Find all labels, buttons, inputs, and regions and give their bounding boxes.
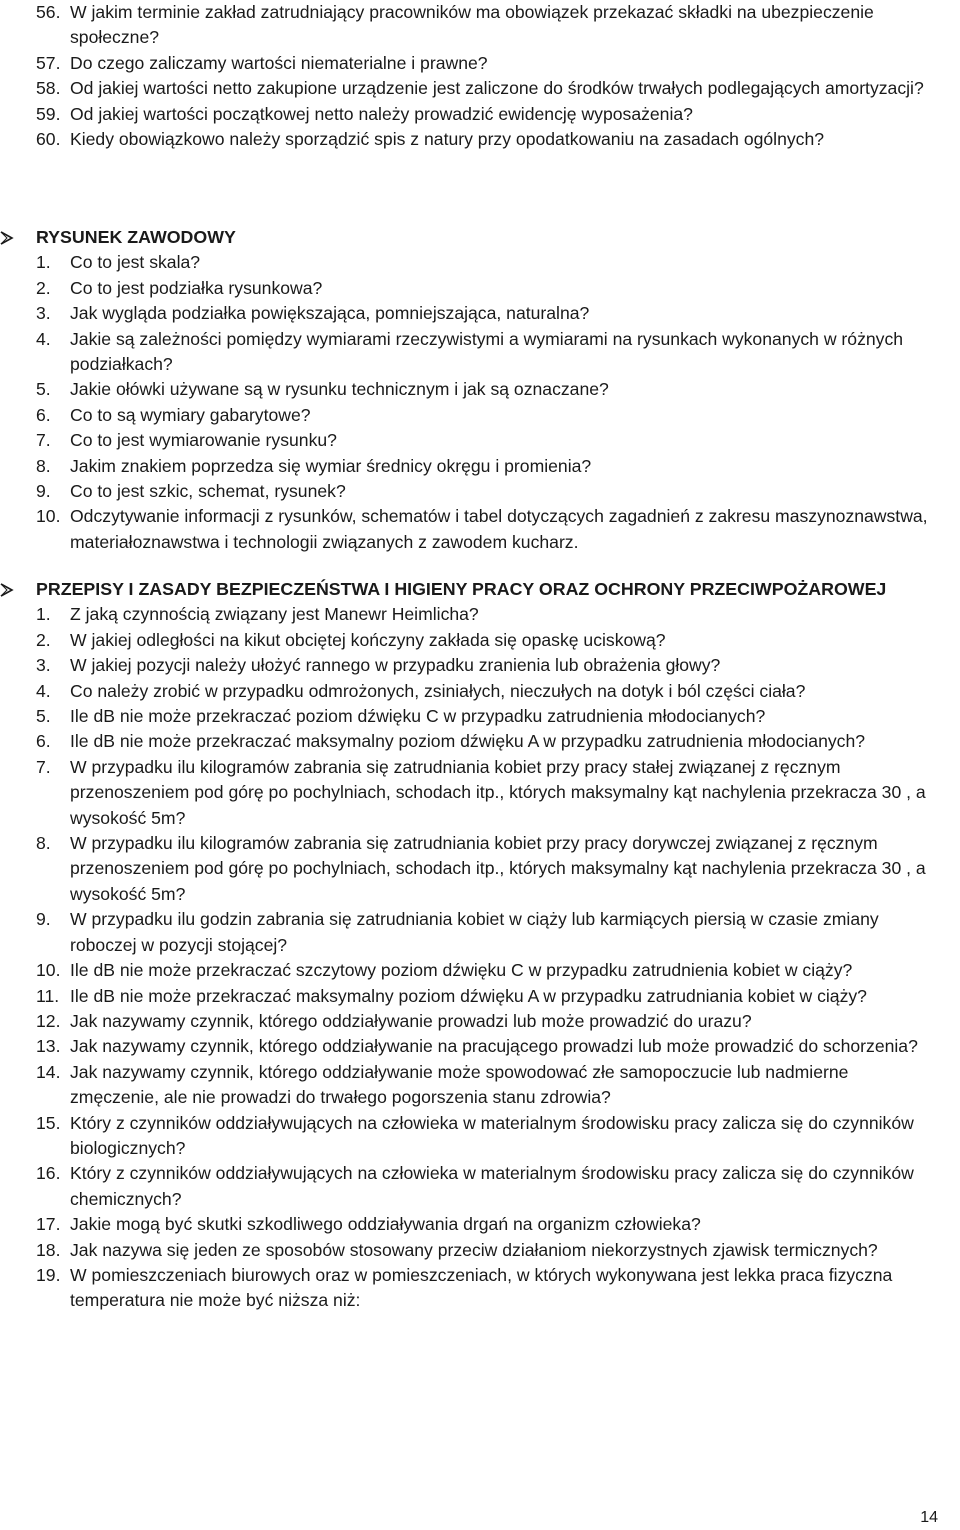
list-item: 57. Do czego zaliczamy wartości niematerialne i prawne?	[36, 52, 488, 73]
list-item: 1. Z jaką czynnością związany jest Manewr Heimlicha?	[36, 604, 479, 625]
section-title: RYSUNEK ZAWODOWY	[36, 227, 236, 247]
section-heading	[0, 577, 936, 602]
list-item: 4. Jakie są zależności pomiędzy wymiarami rzeczywistymi a wymiarami na rysunkach wykonanych w różnych podziałkach?	[36, 328, 904, 375]
list-item: 58. Od jakiej wartości netto zakupione urządzenie jest zaliczone do środków trwałych podlegających amortyzacji?	[36, 78, 924, 99]
list-item: 16. Który z czynników oddziaływujących na człowieka w materialnym środowisku pracy zalicza się do czynników chemicznych?	[36, 1163, 914, 1209]
list-item: 2. W jakiej odległości na kikut obciętej kończyny zakłada się opaskę uciskową?	[36, 629, 666, 650]
list-item: 12. Jak nazywamy czynnik, którego oddziaływanie prowadzi lub może prowadzić do urazu?	[36, 1010, 752, 1031]
section-rysunek-zawodowy	[36, 225, 936, 555]
section-title: PRZEPISY I ZASADY BEZPIECZEŃSTWA I HIGIENY PRACY ORAZ OCHRONY PRZECIWPOŻAROWEJ	[36, 579, 887, 599]
list-item: 19. W pomieszczeniach biurowych oraz w pomieszczeniach, w których wykonywana jest lekka praca fizyczna temperatura nie może być niższa niż:	[36, 1264, 893, 1311]
list-item: 13. Jak nazywamy czynnik, którego oddziaływanie na pracującego prowadzi lub może prowadzić do schorzenia?	[36, 1036, 918, 1057]
list-item: 60. Kiedy obowiązkowo należy sporządzić spis z natury przy opodatkowaniu na zasadach ogólnych?	[36, 129, 825, 150]
list-item: 3. Jak wygląda podziałka powiększająca, pomniejszająca, naturalna?	[36, 303, 590, 324]
list-item: 56. W jakim terminie zakład zatrudniający pracowników ma obowiązek przekazać składki na ubezpieczenie społeczne?	[36, 2, 874, 48]
list-item: 18. Jak nazywa się jeden ze sposobów stosowany przeciw działaniom niekorzystnych zjawisk termicznych?	[36, 1239, 878, 1260]
list-item: 14. Jak nazywamy czynnik, którego oddziaływanie może spowodować złe samopoczucie lub nadmierne zmęczenie, ale nie prowadzi do trwałego pogorszenia stanu zdrowia?	[36, 1061, 849, 1108]
list-item: 6. Co to są wymiary gabarytowe?	[36, 404, 311, 425]
list-item: 8. Jakim znakiem poprzedza się wymiar średnicy okręgu i promienia?	[36, 455, 592, 476]
list-item: 11. Ile dB nie może przekraczać maksymalny poziom dźwięku A w przypadku zatrudniania kobiet w ciąży?	[36, 985, 867, 1006]
list-item: 59. Od jakiej wartości początkowej netto należy prowadzić ewidencję wyposażenia?	[36, 103, 693, 124]
arrowhead-bullet-icon	[0, 225, 36, 250]
list-item: 10. Odczytywanie informacji z rysunków, schematów i tabel dotyczących zagadnień z zakresu maszynoznawstwa, materiałoznawstwa i technologii związanych z zawodem kucharz.	[36, 506, 928, 552]
list-item: 9. Co to jest szkic, schemat, rysunek?	[36, 481, 346, 502]
list-item: 15. Który z czynników oddziaływujących na człowieka w materialnym środowisku pracy zalicza się do czynników biologicznych?	[36, 1112, 914, 1158]
list-item: 2. Co to jest podziałka rysunkowa?	[36, 277, 323, 298]
list-item: 17. Jakie mogą być skutki szkodliwego oddziaływania drgań na organizm człowieka?	[36, 1214, 701, 1235]
list-item: 5. Ile dB nie może przekraczać poziom dźwięku C w przypadku zatrudnienia młodocianych?	[36, 706, 766, 727]
list-item: 3. W jakiej pozycji należy ułożyć rannego w przypadku zranienia lub obrażenia głowy?	[36, 655, 721, 676]
list-item: 5. Jakie ołówki używane są w rysunku technicznym i jak są oznaczane?	[36, 379, 609, 400]
arrowhead-bullet-icon	[0, 577, 36, 602]
list-item: 7. W przypadku ilu kilogramów zabrania się zatrudniania kobiet przy pracy stałej związanej z ręcznym przenoszeniem pod górę po pochylniach, schodach itp., których maksymalny kąt nachylenia przekracza 30 , a wysokość 5m?	[36, 756, 926, 828]
list-item: 7. Co to jest wymiarowanie rysunku?	[36, 430, 337, 451]
section-bhp	[36, 577, 936, 1314]
section-heading	[0, 225, 936, 250]
list-item: 6. Ile dB nie może przekraczać maksymalny poziom dźwięku A w przypadku zatrudnienia młodocianych?	[36, 731, 866, 752]
question-list	[36, 602, 936, 1313]
list-item: 8. W przypadku ilu kilogramów zabrania się zatrudniania kobiet przy pracy dorywczej związanej z ręcznym przenoszeniem pod górę po pochylniach, schodach itp., których maksymalny kąt nachylenia przekracza 30 , a wysokość 5m?	[36, 833, 926, 904]
top-question-list	[36, 0, 936, 152]
list-item: 4. Co należy zrobić w przypadku odmrożonych, zsiniałych, nieczułych na dotyk i ból części ciała?	[36, 680, 806, 701]
list-item: 9. W przypadku ilu godzin zabrania się zatrudniania kobiet w ciąży lub karmiących piersią w czasie zmiany roboczej w pozycji stojącej?	[36, 909, 879, 955]
list-item: 1. Co to jest skala?	[36, 252, 201, 273]
page-number: 14	[920, 1509, 938, 1526]
list-item: 10. Ile dB nie może przekraczać szczytowy poziom dźwięku C w przypadku zatrudnienia kobiet w ciąży?	[36, 960, 853, 981]
question-list	[36, 250, 936, 555]
